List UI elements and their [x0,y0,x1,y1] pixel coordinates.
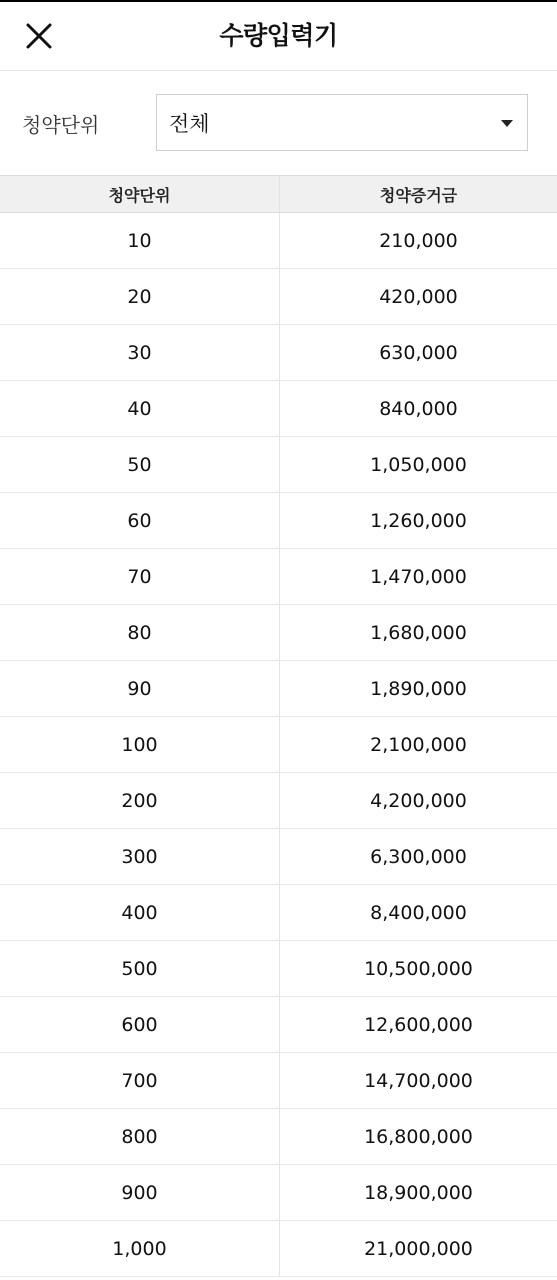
deposit-cell[interactable]: 1,470,000 [280,549,557,605]
deposit-cell[interactable]: 840,000 [280,381,557,437]
unit-cell[interactable]: 50 [0,437,280,493]
unit-cell[interactable]: 10 [0,213,280,269]
unit-select[interactable] [156,94,528,151]
unit-cell[interactable]: 500 [0,941,280,997]
table-row[interactable] [0,1221,557,1277]
unit-cell[interactable]: 70 [0,549,280,605]
column-header-deposit: 청약증거금 [280,176,557,213]
unit-cell[interactable]: 200 [0,773,280,829]
table-row[interactable] [0,213,557,269]
table-row[interactable] [0,381,557,437]
unit-cell[interactable]: 700 [0,1053,280,1109]
deposit-cell[interactable]: 420,000 [280,269,557,325]
unit-cell[interactable]: 30 [0,325,280,381]
deposit-cell[interactable]: 1,680,000 [280,605,557,661]
page-title: 수량입력기 [219,21,338,50]
table-row[interactable] [0,997,557,1053]
table-row[interactable] [0,1053,557,1109]
close-icon [22,19,56,53]
unit-table [0,175,557,1277]
unit-cell[interactable]: 80 [0,605,280,661]
unit-cell[interactable]: 300 [0,829,280,885]
deposit-cell[interactable]: 1,050,000 [280,437,557,493]
unit-select-value: 전체 [169,111,210,136]
unit-cell[interactable]: 100 [0,717,280,773]
deposit-cell[interactable]: 10,500,000 [280,941,557,997]
deposit-cell[interactable]: 12,600,000 [280,997,557,1053]
unit-cell[interactable]: 400 [0,885,280,941]
table-row[interactable] [0,605,557,661]
table-row[interactable] [0,1109,557,1165]
deposit-cell[interactable]: 2,100,000 [280,717,557,773]
deposit-cell[interactable]: 630,000 [280,325,557,381]
table-body [0,213,557,1277]
filter-label: 청약단위 [22,113,100,137]
unit-cell[interactable]: 900 [0,1165,280,1221]
table-header-row [0,176,557,213]
header [0,2,557,71]
deposit-cell[interactable]: 8,400,000 [280,885,557,941]
deposit-cell[interactable]: 4,200,000 [280,773,557,829]
table-row[interactable] [0,325,557,381]
unit-cell[interactable]: 40 [0,381,280,437]
table-row[interactable] [0,941,557,997]
deposit-cell[interactable]: 16,800,000 [280,1109,557,1165]
table-row[interactable] [0,269,557,325]
deposit-cell[interactable]: 21,000,000 [280,1221,557,1277]
chevron-down-icon [501,120,513,127]
deposit-cell[interactable]: 1,260,000 [280,493,557,549]
deposit-cell[interactable]: 14,700,000 [280,1053,557,1109]
unit-cell[interactable]: 90 [0,661,280,717]
table-row[interactable] [0,885,557,941]
table-row[interactable] [0,717,557,773]
deposit-cell[interactable]: 6,300,000 [280,829,557,885]
unit-cell[interactable]: 20 [0,269,280,325]
table-row[interactable] [0,437,557,493]
close-button[interactable] [22,19,56,53]
unit-cell[interactable]: 800 [0,1109,280,1165]
unit-cell[interactable]: 1,000 [0,1221,280,1277]
deposit-cell[interactable]: 18,900,000 [280,1165,557,1221]
table-row[interactable] [0,773,557,829]
unit-cell[interactable]: 600 [0,997,280,1053]
filter-row [0,71,557,175]
deposit-cell[interactable]: 1,890,000 [280,661,557,717]
unit-cell[interactable]: 60 [0,493,280,549]
table-row[interactable] [0,493,557,549]
column-header-unit: 청약단위 [0,176,280,213]
deposit-cell[interactable]: 210,000 [280,213,557,269]
table-row[interactable] [0,1165,557,1221]
table-row[interactable] [0,661,557,717]
table-row[interactable] [0,549,557,605]
table-row[interactable] [0,829,557,885]
